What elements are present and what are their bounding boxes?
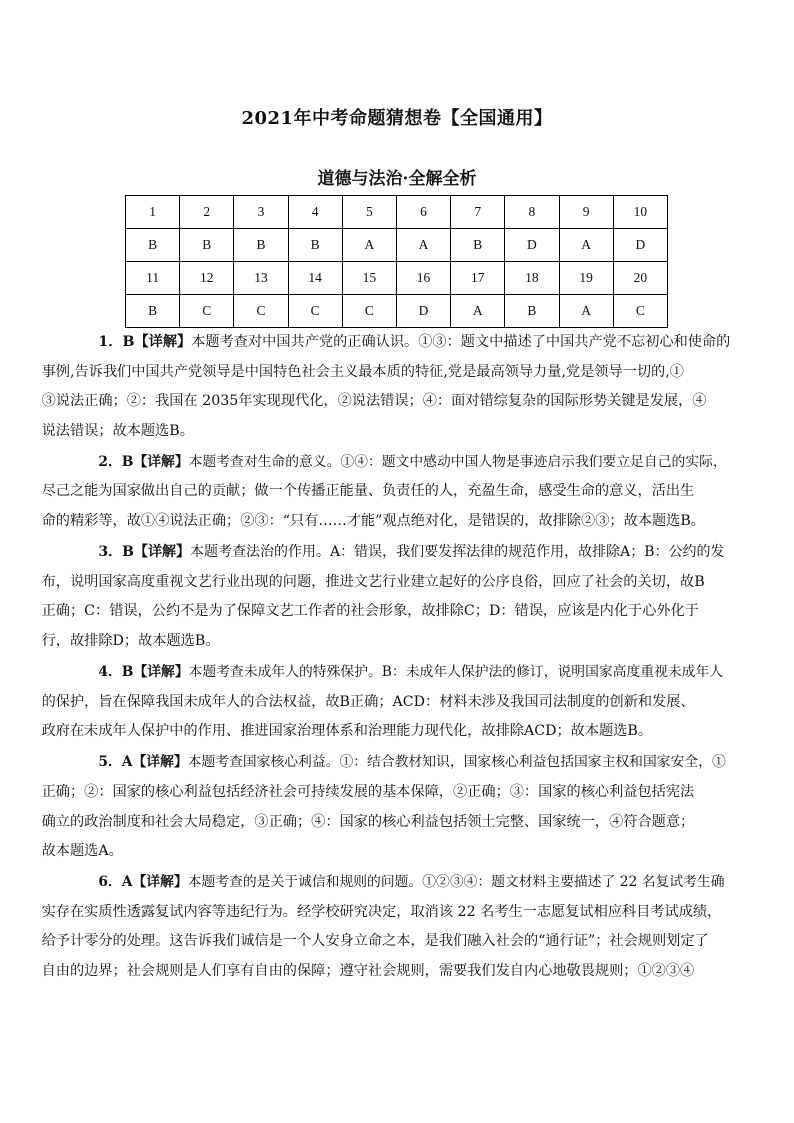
answer-cell: A [559, 229, 613, 262]
explanation-line: 自由的边界；社会规则是人们享有自由的保障；遵守社会规则，需要我们发自内心地敬畏规则；①②③④ [41, 962, 695, 979]
question-number-cell: 3 [234, 196, 288, 229]
explanation-line [70, 658, 726, 688]
explanation-line: ③说法正确；②：我国在 2035年实现现代化，②说法错误；④：面对错综复杂的国际形势关键是发展，④ [41, 393, 707, 410]
explanation-line: 说法错误；故本题选B。 [41, 422, 194, 439]
explanation-line: 故本题选A。 [41, 843, 123, 860]
explanation-paragraph [41, 748, 726, 866]
explanation-text: 本题考查未成年人的特殊保护。B：未成年人保护法的修订，说明国家高度重视未成年人 [188, 664, 724, 681]
question-number-cell: 20 [613, 262, 667, 295]
answer-cell: B [126, 229, 180, 262]
answer-cell: B [234, 229, 288, 262]
explanation-line: 确立的政治制度和社会大局稳定，③正确；④：国家的核心利益包括领土完整、国家统一，④符合题意； [41, 813, 695, 830]
answer-cell: B [126, 295, 180, 328]
question-number-cell: 11 [126, 262, 180, 295]
explanation-paragraph [41, 448, 727, 537]
explanation-lead: 1．B【详解】 [98, 334, 192, 350]
explanation-line: 给予计零分的处理。这告诉我们诚信是一个人安身立命之本，是我们融入社会的“通行证”；社会规则划定了 [41, 933, 709, 950]
question-number-cell: 15 [342, 262, 396, 295]
answer-cell: C [288, 295, 342, 328]
explanation-text: 本题考查对中国共产党的正确认识。①③：题文中描述了中国共产党不忘初心和使命的 [191, 334, 731, 350]
answer-cell: B [505, 295, 559, 328]
explanation-line: 尽己之能为国家做出自己的贡献；做一个传播正能量、负责任的人，充盈生命，感受生命的意义，活出生 [41, 483, 695, 500]
question-number-cell: 17 [451, 262, 505, 295]
explanation-line: 的保护，旨在保障我国未成年人的合法权益，故B正确；ACD：材料未涉及我国司法制度的创新和发展、 [41, 693, 695, 710]
explanation-paragraph [41, 538, 726, 656]
answer-cell: B [288, 229, 342, 262]
question-number-cell: 7 [451, 196, 505, 229]
answer-cell: C [613, 295, 667, 328]
question-number-cell: 4 [288, 196, 342, 229]
page-title: 2021年中考命题猜想卷【全国通用】 [241, 108, 553, 129]
explanation-line [70, 448, 726, 478]
answer-cell: A [451, 295, 505, 328]
explanation-lead: 4．B【详解】 [98, 664, 189, 681]
question-number-cell: 14 [288, 262, 342, 295]
answer-cell: B [451, 229, 505, 262]
explanation-line: 事例,告诉我们中国共产党领导是中国特色社会主义最本质的特征,党是最高领导力量,党是领导一切的,① [41, 363, 684, 380]
question-number-row [126, 196, 668, 229]
explanation-line: 正确；C：错误，公约不是为了保障文艺工作者的社会形象，故排除C；D：错误，应该是内化于心外化于 [41, 603, 699, 620]
explanation-line [70, 538, 726, 568]
answer-cell: C [342, 295, 396, 328]
question-number-cell: 19 [559, 262, 613, 295]
question-number-cell: 9 [559, 196, 613, 229]
explanations [41, 328, 731, 988]
answer-cell: D [613, 229, 667, 262]
explanation-line [70, 328, 731, 358]
explanation-line: 行，故排除D；故本题选B。 [41, 632, 220, 649]
question-number-cell: 1 [126, 196, 180, 229]
answer-cell: A [342, 229, 396, 262]
explanation-line: 命的精彩等，故①④说法正确；②③：“只有……才能”观点绝对化，是错误的，故排除②③；故本题选B。 [41, 513, 705, 530]
question-number-cell: 13 [234, 262, 288, 295]
answer-row [126, 295, 668, 328]
explanation-lead: 6．A【详解】 [98, 874, 188, 891]
question-number-cell: 12 [180, 262, 234, 295]
question-number-cell: 2 [180, 196, 234, 229]
explanation-lead: 5．A【详解】 [98, 754, 188, 771]
explanation-line: 正确；②：国家的核心利益包括经济社会可持续发展的基本保障，②正确；③：国家的核心利益包括宪法 [41, 783, 695, 800]
question-number-cell: 16 [396, 262, 450, 295]
answer-cell: D [505, 229, 559, 262]
explanation-line: 政府在未成年人保护中的作用、推进国家治理体系和治理能力现代化，故排除ACD；故本题选B。 [41, 723, 653, 740]
explanation-line [70, 748, 726, 778]
explanation-paragraph [41, 328, 731, 446]
explanation-text: 本题考查对生命的意义。①④：题文中感动中国人物是事迹启示我们要立足自己的实际， [188, 453, 727, 470]
explanation-lead: 2．B【详解】 [98, 453, 189, 470]
explanation-text: 本题考查国家核心利益。①：结合教材知识，国家核心利益包括国家主权和国家安全，① [187, 754, 726, 771]
explanation-line: 实存在实质性透露复试内容等违纪行为。经学校研究决定，取消该 22 名考生一志愿复试相应科目考试成绩， [41, 903, 722, 920]
answer-cell: C [234, 295, 288, 328]
explanation-paragraph [41, 868, 726, 986]
answer-cell: A [396, 229, 450, 262]
answer-cell: C [180, 295, 234, 328]
question-number-cell: 18 [505, 262, 559, 295]
question-number-row [126, 262, 668, 295]
explanation-line: 布，说明国家高度重视文艺行业出现的问题，推进文艺行业建立起好的公序良俗，回应了社会的关切，故B [41, 573, 705, 590]
answer-row [126, 229, 668, 262]
answer-table [125, 195, 668, 328]
explanation-lead: 3．B【详解】 [98, 544, 190, 561]
explanation-text: 本题考查的是关于诚信和规则的问题。①②③④：题文材料主要描述了 22 名复试考生确 [187, 874, 725, 891]
question-number-cell: 10 [613, 196, 667, 229]
explanation-line [70, 868, 726, 898]
answer-cell: B [180, 229, 234, 262]
question-number-cell: 6 [396, 196, 450, 229]
answer-cell: A [559, 295, 613, 328]
page-subtitle: 道德与法治·全解全析 [317, 169, 477, 189]
explanation-text: 本题考查法治的作用。A：错误，我们要发挥法律的规范作用，故排除A；B：公约的发 [189, 544, 725, 561]
explanation-paragraph [41, 658, 726, 747]
question-number-cell: 5 [342, 196, 396, 229]
answer-cell: D [396, 295, 450, 328]
question-number-cell: 8 [505, 196, 559, 229]
